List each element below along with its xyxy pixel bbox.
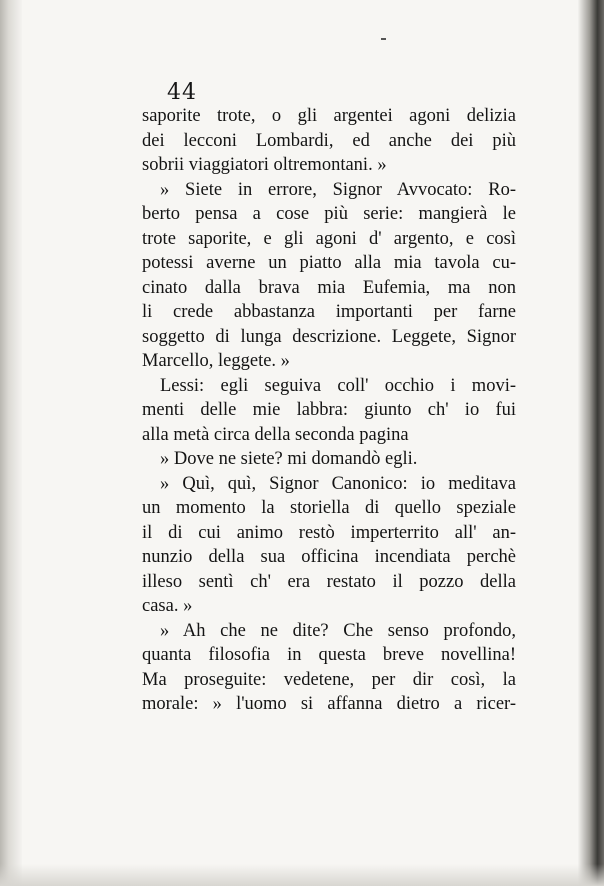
text-line: Lessi: egli seguiva coll' occhio i movi- [160,375,516,396]
text-line: » Quì, quì, Signor Canonico: io meditava [160,473,516,494]
text-line: Marcello, leggete. » [142,351,290,371]
text-line: dei lecconi Lombardi, ed anche dei più [142,130,516,151]
ink-speck [381,38,386,40]
text-line: li crede abbastanza importanti per farne [142,302,516,322]
text-line: menti delle mie labbra: giunto ch' io fui [142,400,516,420]
text-line: illeso sentì ch' era restato il pozzo della [142,571,516,592]
text-line: il di cui animo restò imperterrito all' an- [142,522,516,543]
text-line: potessi averne un piatto alla mia tavola cu- [142,253,516,273]
page-right-edge-shadow [578,0,604,886]
text-line: » Ah che ne dite? Che senso profondo, [160,620,516,641]
text-line: cinato dalla brava mia Eufemia, ma non [142,277,516,298]
text-line: berto pensa a cose più serie: mangierà le [142,204,516,224]
text-line: morale: » l'uomo si affanna dietro a ricer- [142,694,516,714]
text-line: casa. » [142,596,193,616]
page-text [142,104,516,717]
text-line: quanta filosofia in questa breve novellina! [142,645,516,665]
text-line: » Siete in errore, Signor Avvocato: Ro- [160,179,516,200]
page-left-edge-shadow [0,0,22,886]
text-line: saporite trote, o gli argentei agoni delizia [142,106,516,126]
text-line: trote saporite, e gli agoni d' argento, e così [142,228,516,249]
text-line: Ma proseguite: vedetene, per dir così, la [142,669,516,690]
text-line: alla metà circa della seconda pagina [142,424,409,445]
text-line: soggetto di lunga descrizione. Leggete, Signor [142,326,516,347]
text-line: nunzio della sua officina incendiata perchè [142,547,516,567]
text-line: un momento la storiella di quello speziale [142,498,516,518]
page-bottom-edge-shadow [0,864,604,886]
text-line: » Dove ne siete? mi domandò egli. [160,449,418,469]
page-number: 44 [167,80,197,105]
text-line: sobrii viaggiatori oltremontani. » [142,155,387,175]
